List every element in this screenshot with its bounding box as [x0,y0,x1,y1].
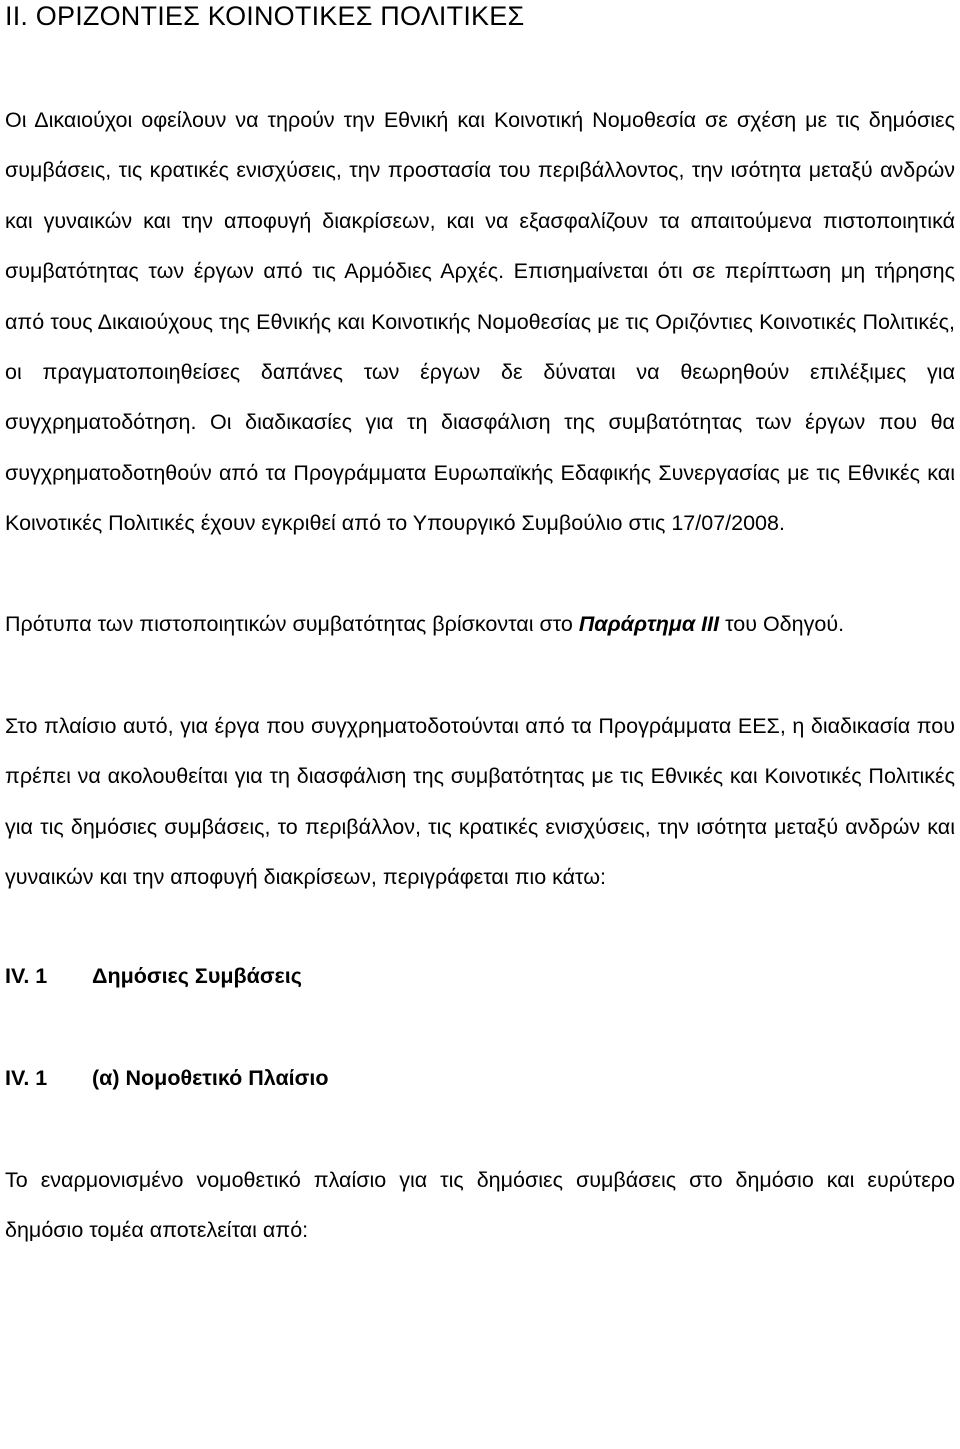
subsection-number: IV. 1 [5,963,48,988]
paragraph-certificate-templates [5,599,955,649]
paragraph-text: Πρότυπα των πιστοποιητικών συμβατότητας βρίσκονται στο [5,611,579,636]
subsection-title: (α) Νομοθετικό Πλαίσιο [92,1065,329,1090]
paragraph-obligations: Οι Δικαιούχοι οφείλουν να τηρούν την Εθνική και Κοινοτική Νομοθεσία σε σχέση με τις δημόσιες συμβάσεις, τις κρατικές ενισχύσεις, την προστασία του περιβάλλοντος, την ισότητα μεταξύ ανδρών και γυναικών και την αποφυγή διακρίσεων, και να εξασφαλίζουν τα απαιτούμενα πιστοποιητικά συμβατότητας των έργων από τις Αρμόδιες Αρχές. Επισημαίνεται ότι σε περίπτωση μη τήρησης από τους Δικαιούχους της Εθνικής και Κοινοτικής Νομοθεσίας με τις Οριζόντιες Κοινοτικές Πολιτικές, οι πραγματοποιηθείσες δαπάνες των έργων δε δύναται να θεωρηθούν επιλέξιμες για συγχρηματοδότηση. Οι διαδικασίες για τη διασφάλιση της συμβατότητας των έργων που θα συγχρηματοδοτηθούν από τα Προγράμματα Ευρωπαϊκής Εδαφικής Συνεργασίας με τις Εθνικές και Κοινοτικές Πολιτικές έχουν εγκριθεί από το Υπουργικό Συμβούλιο στις 17/07/2008. [5,108,955,536]
section-heading: II. ΟΡΙΖΟΝΤΙΕΣ ΚΟΙΝΟΤΙΚΕΣ ΠΟΛΙΤΙΚΕΣ [5,1,525,31]
subsection-number: IV. 1 [5,1065,48,1090]
annex-reference: Παράρτημα ΙΙΙ [578,611,720,636]
subsection-title: Δημόσιες Συμβάσεις [92,963,302,988]
paragraph-text: του Οδηγού. [719,611,845,636]
paragraph-legal-framework: Το εναρμονισμένο νομοθετικό πλαίσιο για τις δημόσιες συμβάσεις στο δημόσιο και ευρύτερο δημόσιο τομέα αποτελείται από: [5,1167,955,1243]
subsection-heading-public-contracts [5,951,955,1001]
document-page [5,0,955,1256]
subsection-heading-legal-framework [5,1053,955,1103]
paragraph-procedure: Στο πλαίσιο αυτό, για έργα που συγχρηματοδοτούνται από τα Προγράμματα ΕΕΣ, η διαδικασία που πρέπει να ακολουθείται για τη διασφάλιση της συμβατότητας με τις Εθνικές και Κοινοτικές Πολιτικές για τις δημόσιες συμβάσεις, το περιβάλλον, τις κρατικές ενισχύσεις, την ισότητα μεταξύ ανδρών και γυναικών και την αποφυγή διακρίσεων, περιγράφεται πιο κάτω: [5,714,955,890]
